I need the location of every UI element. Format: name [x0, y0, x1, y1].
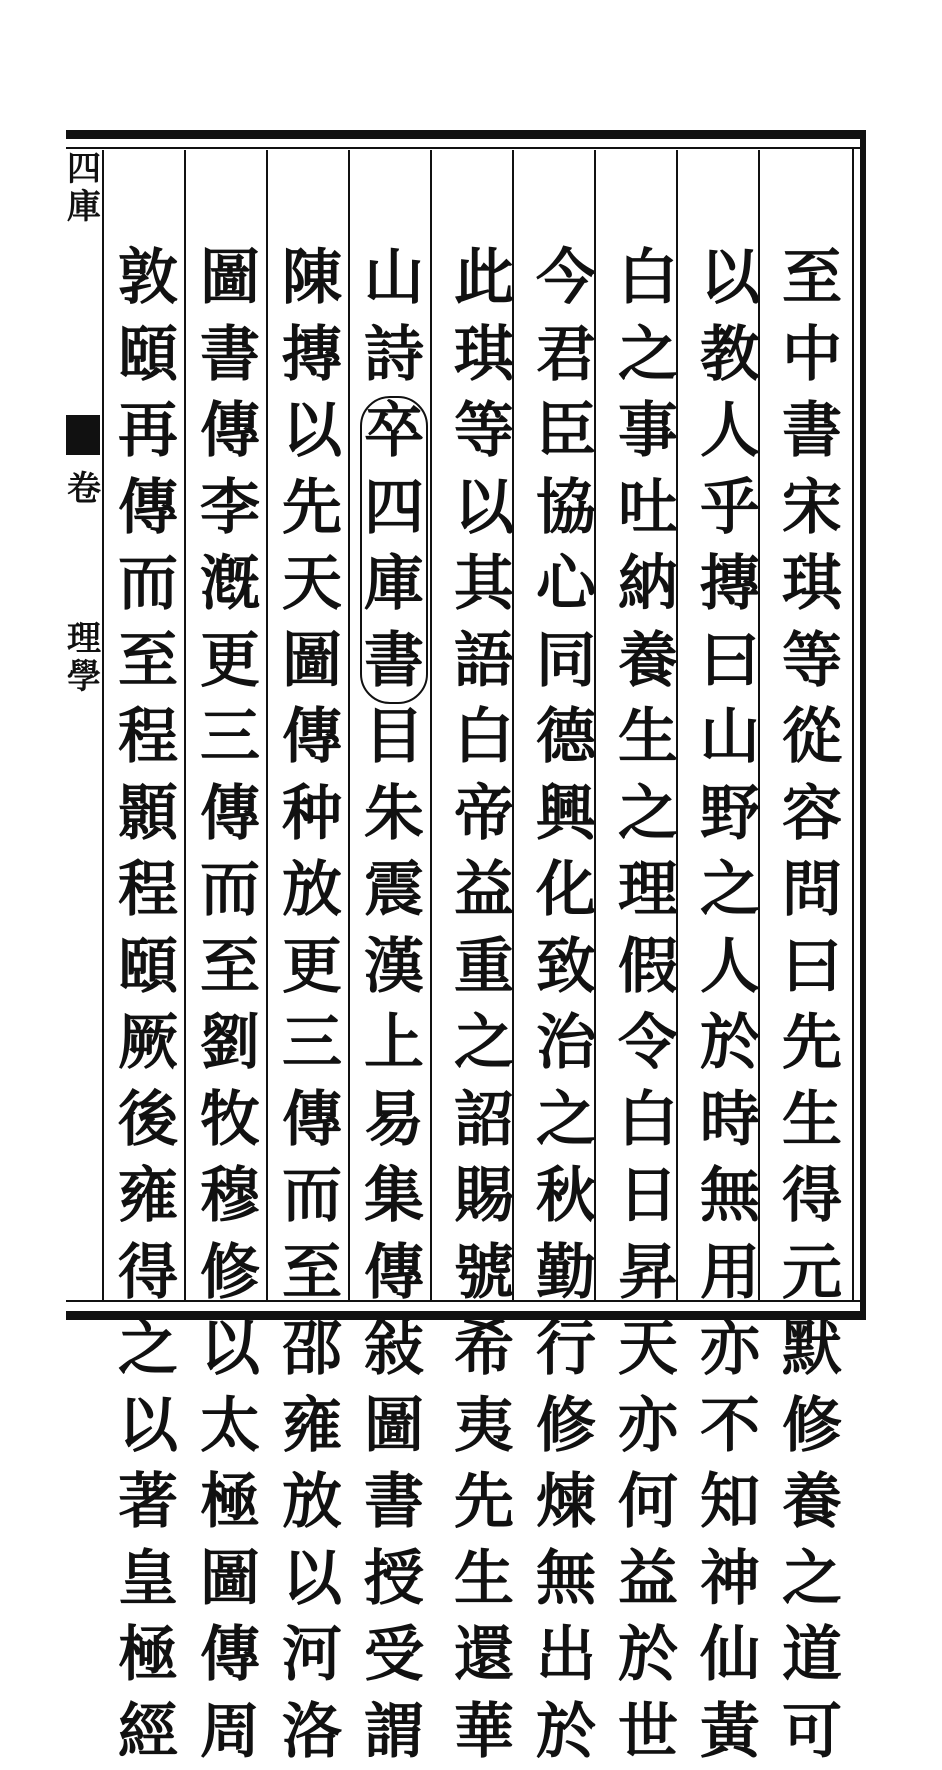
glyph: 於 [526, 1694, 606, 1770]
glyph: 摶 [690, 546, 770, 623]
glyph: 夷 [444, 1388, 524, 1465]
glyph: 山 [690, 699, 770, 776]
glyph: 而 [190, 852, 270, 929]
glyph: 程 [108, 699, 188, 776]
glyph: 治 [526, 1005, 606, 1082]
glyph: 圖 [354, 1388, 434, 1465]
glyph: 養 [772, 1464, 852, 1541]
text-column-4 [526, 240, 606, 1300]
glyph: 可 [772, 1694, 852, 1770]
glyph: 之 [690, 852, 770, 929]
glyph: 德 [526, 699, 606, 776]
text-column-2 [690, 240, 770, 1300]
glyph: 四 [354, 470, 434, 547]
glyph: 其 [444, 546, 524, 623]
glyph: 出 [526, 1617, 606, 1694]
glyph: 以 [690, 240, 770, 317]
glyph: 至 [272, 1235, 352, 1312]
glyph: 不 [690, 1388, 770, 1465]
glyph: 益 [608, 1541, 688, 1618]
glyph: 圖 [272, 623, 352, 700]
glyph: 种 [272, 776, 352, 853]
glyph: 何 [608, 1464, 688, 1541]
glyph: 亦 [690, 1311, 770, 1388]
glyph: 人 [690, 393, 770, 470]
text-column-8 [190, 240, 270, 1300]
glyph: 興 [526, 776, 606, 853]
glyph: 臣 [526, 393, 606, 470]
glyph: 劉 [190, 1005, 270, 1082]
margin-fishtail-block [66, 415, 100, 455]
glyph: 厥 [108, 1005, 188, 1082]
glyph: 集 [354, 1158, 434, 1235]
glyph: 中 [772, 317, 852, 394]
glyph: 天 [608, 1311, 688, 1388]
glyph: 皇 [108, 1541, 188, 1618]
glyph: 等 [772, 623, 852, 700]
glyph: 教 [690, 317, 770, 394]
glyph: 詔 [444, 1082, 524, 1159]
glyph: 琪 [772, 546, 852, 623]
glyph: 太 [190, 1388, 270, 1465]
glyph: 益 [444, 852, 524, 929]
glyph: 理 [608, 852, 688, 929]
glyph: 語 [444, 623, 524, 700]
glyph: 易 [354, 1082, 434, 1159]
glyph: 著 [108, 1464, 188, 1541]
text-column-9 [108, 240, 188, 1300]
glyph: 極 [190, 1464, 270, 1541]
glyph: 白 [608, 240, 688, 317]
frame-inner-right-line [852, 147, 854, 1302]
glyph: 昇 [608, 1235, 688, 1312]
glyph: 黃 [690, 1694, 770, 1770]
glyph: 周 [190, 1694, 270, 1770]
glyph: 敍 [354, 1311, 434, 1388]
glyph: 乎 [690, 470, 770, 547]
glyph: 至 [772, 240, 852, 317]
glyph: 書 [772, 393, 852, 470]
glyph: 無 [526, 1541, 606, 1618]
glyph: 之 [608, 317, 688, 394]
glyph: 吐 [608, 470, 688, 547]
glyph: 河 [272, 1617, 352, 1694]
glyph: 李 [190, 470, 270, 547]
glyph: 漑 [190, 546, 270, 623]
glyph: 以 [272, 1541, 352, 1618]
glyph: 更 [190, 623, 270, 700]
glyph: 煉 [526, 1464, 606, 1541]
glyph: 道 [772, 1617, 852, 1694]
glyph: 生 [608, 699, 688, 776]
glyph: 之 [772, 1541, 852, 1618]
glyph: 白 [608, 1082, 688, 1159]
glyph: 謂 [354, 1694, 434, 1770]
glyph: 詩 [354, 317, 434, 394]
text-column-7 [272, 240, 352, 1300]
glyph: 經 [108, 1694, 188, 1770]
glyph: 曰 [772, 929, 852, 1006]
glyph: 生 [444, 1541, 524, 1618]
glyph: 得 [108, 1235, 188, 1312]
glyph: 勤 [526, 1235, 606, 1312]
glyph: 得 [772, 1158, 852, 1235]
text-column-1 [772, 240, 852, 1300]
glyph: 傳 [272, 1082, 352, 1159]
glyph: 君 [526, 317, 606, 394]
glyph: 華 [444, 1694, 524, 1770]
glyph: 用 [690, 1235, 770, 1312]
glyph: 傳 [190, 1617, 270, 1694]
glyph: 納 [608, 546, 688, 623]
glyph: 陳 [272, 240, 352, 317]
glyph: 世 [608, 1694, 688, 1770]
margin-strip [66, 150, 102, 1300]
glyph: 放 [272, 852, 352, 929]
glyph: 授 [354, 1541, 434, 1618]
glyph: 同 [526, 623, 606, 700]
glyph: 傳 [272, 699, 352, 776]
glyph: 洛 [272, 1694, 352, 1770]
glyph: 程 [108, 852, 188, 929]
glyph: 書 [354, 1464, 434, 1541]
glyph: 庫 [354, 546, 434, 623]
margin-section: 理 學 [66, 620, 102, 696]
glyph: 於 [690, 1005, 770, 1082]
glyph: 至 [190, 929, 270, 1006]
text-column-5 [444, 240, 524, 1300]
glyph: 先 [772, 1005, 852, 1082]
glyph: 雍 [108, 1158, 188, 1235]
glyph: 仙 [690, 1617, 770, 1694]
glyph: 亦 [608, 1388, 688, 1465]
glyph: 傳 [190, 776, 270, 853]
glyph: 從 [772, 699, 852, 776]
glyph: 上 [354, 1005, 434, 1082]
glyph: 至 [108, 623, 188, 700]
glyph: 山 [354, 240, 434, 317]
glyph: 於 [608, 1617, 688, 1694]
glyph: 牧 [190, 1082, 270, 1159]
glyph: 野 [690, 776, 770, 853]
glyph: 邵 [272, 1311, 352, 1388]
glyph: 神 [690, 1541, 770, 1618]
glyph: 圖 [190, 240, 270, 317]
glyph: 漢 [354, 929, 434, 1006]
glyph: 宋 [772, 470, 852, 547]
glyph: 穆 [190, 1158, 270, 1235]
glyph: 默 [772, 1311, 852, 1388]
glyph: 放 [272, 1464, 352, 1541]
glyph: 令 [608, 1005, 688, 1082]
glyph: 修 [526, 1388, 606, 1465]
glyph: 傳 [354, 1235, 434, 1312]
frame-inner-top-line [66, 147, 860, 149]
glyph: 朱 [354, 776, 434, 853]
glyph: 敦 [108, 240, 188, 317]
glyph: 傳 [108, 470, 188, 547]
glyph: 事 [608, 393, 688, 470]
glyph: 極 [108, 1617, 188, 1694]
margin-title: 四 庫 [66, 150, 102, 226]
glyph: 時 [690, 1082, 770, 1159]
glyph: 賜 [444, 1158, 524, 1235]
glyph: 三 [272, 1005, 352, 1082]
margin-volume: 卷 [66, 470, 102, 508]
glyph: 三 [190, 699, 270, 776]
glyph: 人 [690, 929, 770, 1006]
glyph: 之 [108, 1311, 188, 1388]
glyph: 卒 [354, 393, 434, 470]
glyph: 等 [444, 393, 524, 470]
glyph: 元 [772, 1235, 852, 1312]
glyph: 今 [526, 240, 606, 317]
glyph: 頤 [108, 317, 188, 394]
glyph: 日 [608, 1158, 688, 1235]
glyph: 養 [608, 623, 688, 700]
glyph: 希 [444, 1311, 524, 1388]
glyph: 心 [526, 546, 606, 623]
glyph: 先 [272, 470, 352, 547]
glyph: 假 [608, 929, 688, 1006]
glyph: 書 [354, 623, 434, 700]
glyph: 頤 [108, 929, 188, 1006]
glyph: 傳 [190, 393, 270, 470]
glyph: 之 [608, 776, 688, 853]
glyph: 震 [354, 852, 434, 929]
glyph: 生 [772, 1082, 852, 1159]
glyph: 行 [526, 1311, 606, 1388]
glyph: 之 [444, 1005, 524, 1082]
glyph: 秋 [526, 1158, 606, 1235]
glyph: 更 [272, 929, 352, 1006]
glyph: 以 [190, 1311, 270, 1388]
glyph: 白 [444, 699, 524, 776]
glyph: 以 [444, 470, 524, 547]
glyph: 無 [690, 1158, 770, 1235]
glyph: 化 [526, 852, 606, 929]
glyph: 再 [108, 393, 188, 470]
glyph: 容 [772, 776, 852, 853]
glyph: 書 [190, 317, 270, 394]
glyph: 曰 [690, 623, 770, 700]
glyph: 致 [526, 929, 606, 1006]
glyph: 之 [526, 1082, 606, 1159]
glyph: 此 [444, 240, 524, 317]
glyph: 目 [354, 699, 434, 776]
glyph: 雍 [272, 1388, 352, 1465]
glyph: 顥 [108, 776, 188, 853]
glyph: 而 [108, 546, 188, 623]
glyph: 以 [108, 1388, 188, 1465]
glyph: 以 [272, 393, 352, 470]
glyph: 修 [772, 1388, 852, 1465]
text-column-6 [354, 240, 434, 1300]
glyph: 協 [526, 470, 606, 547]
glyph: 問 [772, 852, 852, 929]
glyph: 還 [444, 1617, 524, 1694]
glyph: 天 [272, 546, 352, 623]
glyph: 重 [444, 929, 524, 1006]
glyph: 帝 [444, 776, 524, 853]
glyph: 修 [190, 1235, 270, 1312]
glyph: 受 [354, 1617, 434, 1694]
glyph: 號 [444, 1235, 524, 1312]
glyph: 摶 [272, 317, 352, 394]
glyph: 琪 [444, 317, 524, 394]
text-column-3 [608, 240, 688, 1300]
glyph: 圖 [190, 1541, 270, 1618]
column-rule [102, 150, 104, 1300]
glyph: 而 [272, 1158, 352, 1235]
glyph: 後 [108, 1082, 188, 1159]
glyph: 先 [444, 1464, 524, 1541]
glyph: 知 [690, 1464, 770, 1541]
